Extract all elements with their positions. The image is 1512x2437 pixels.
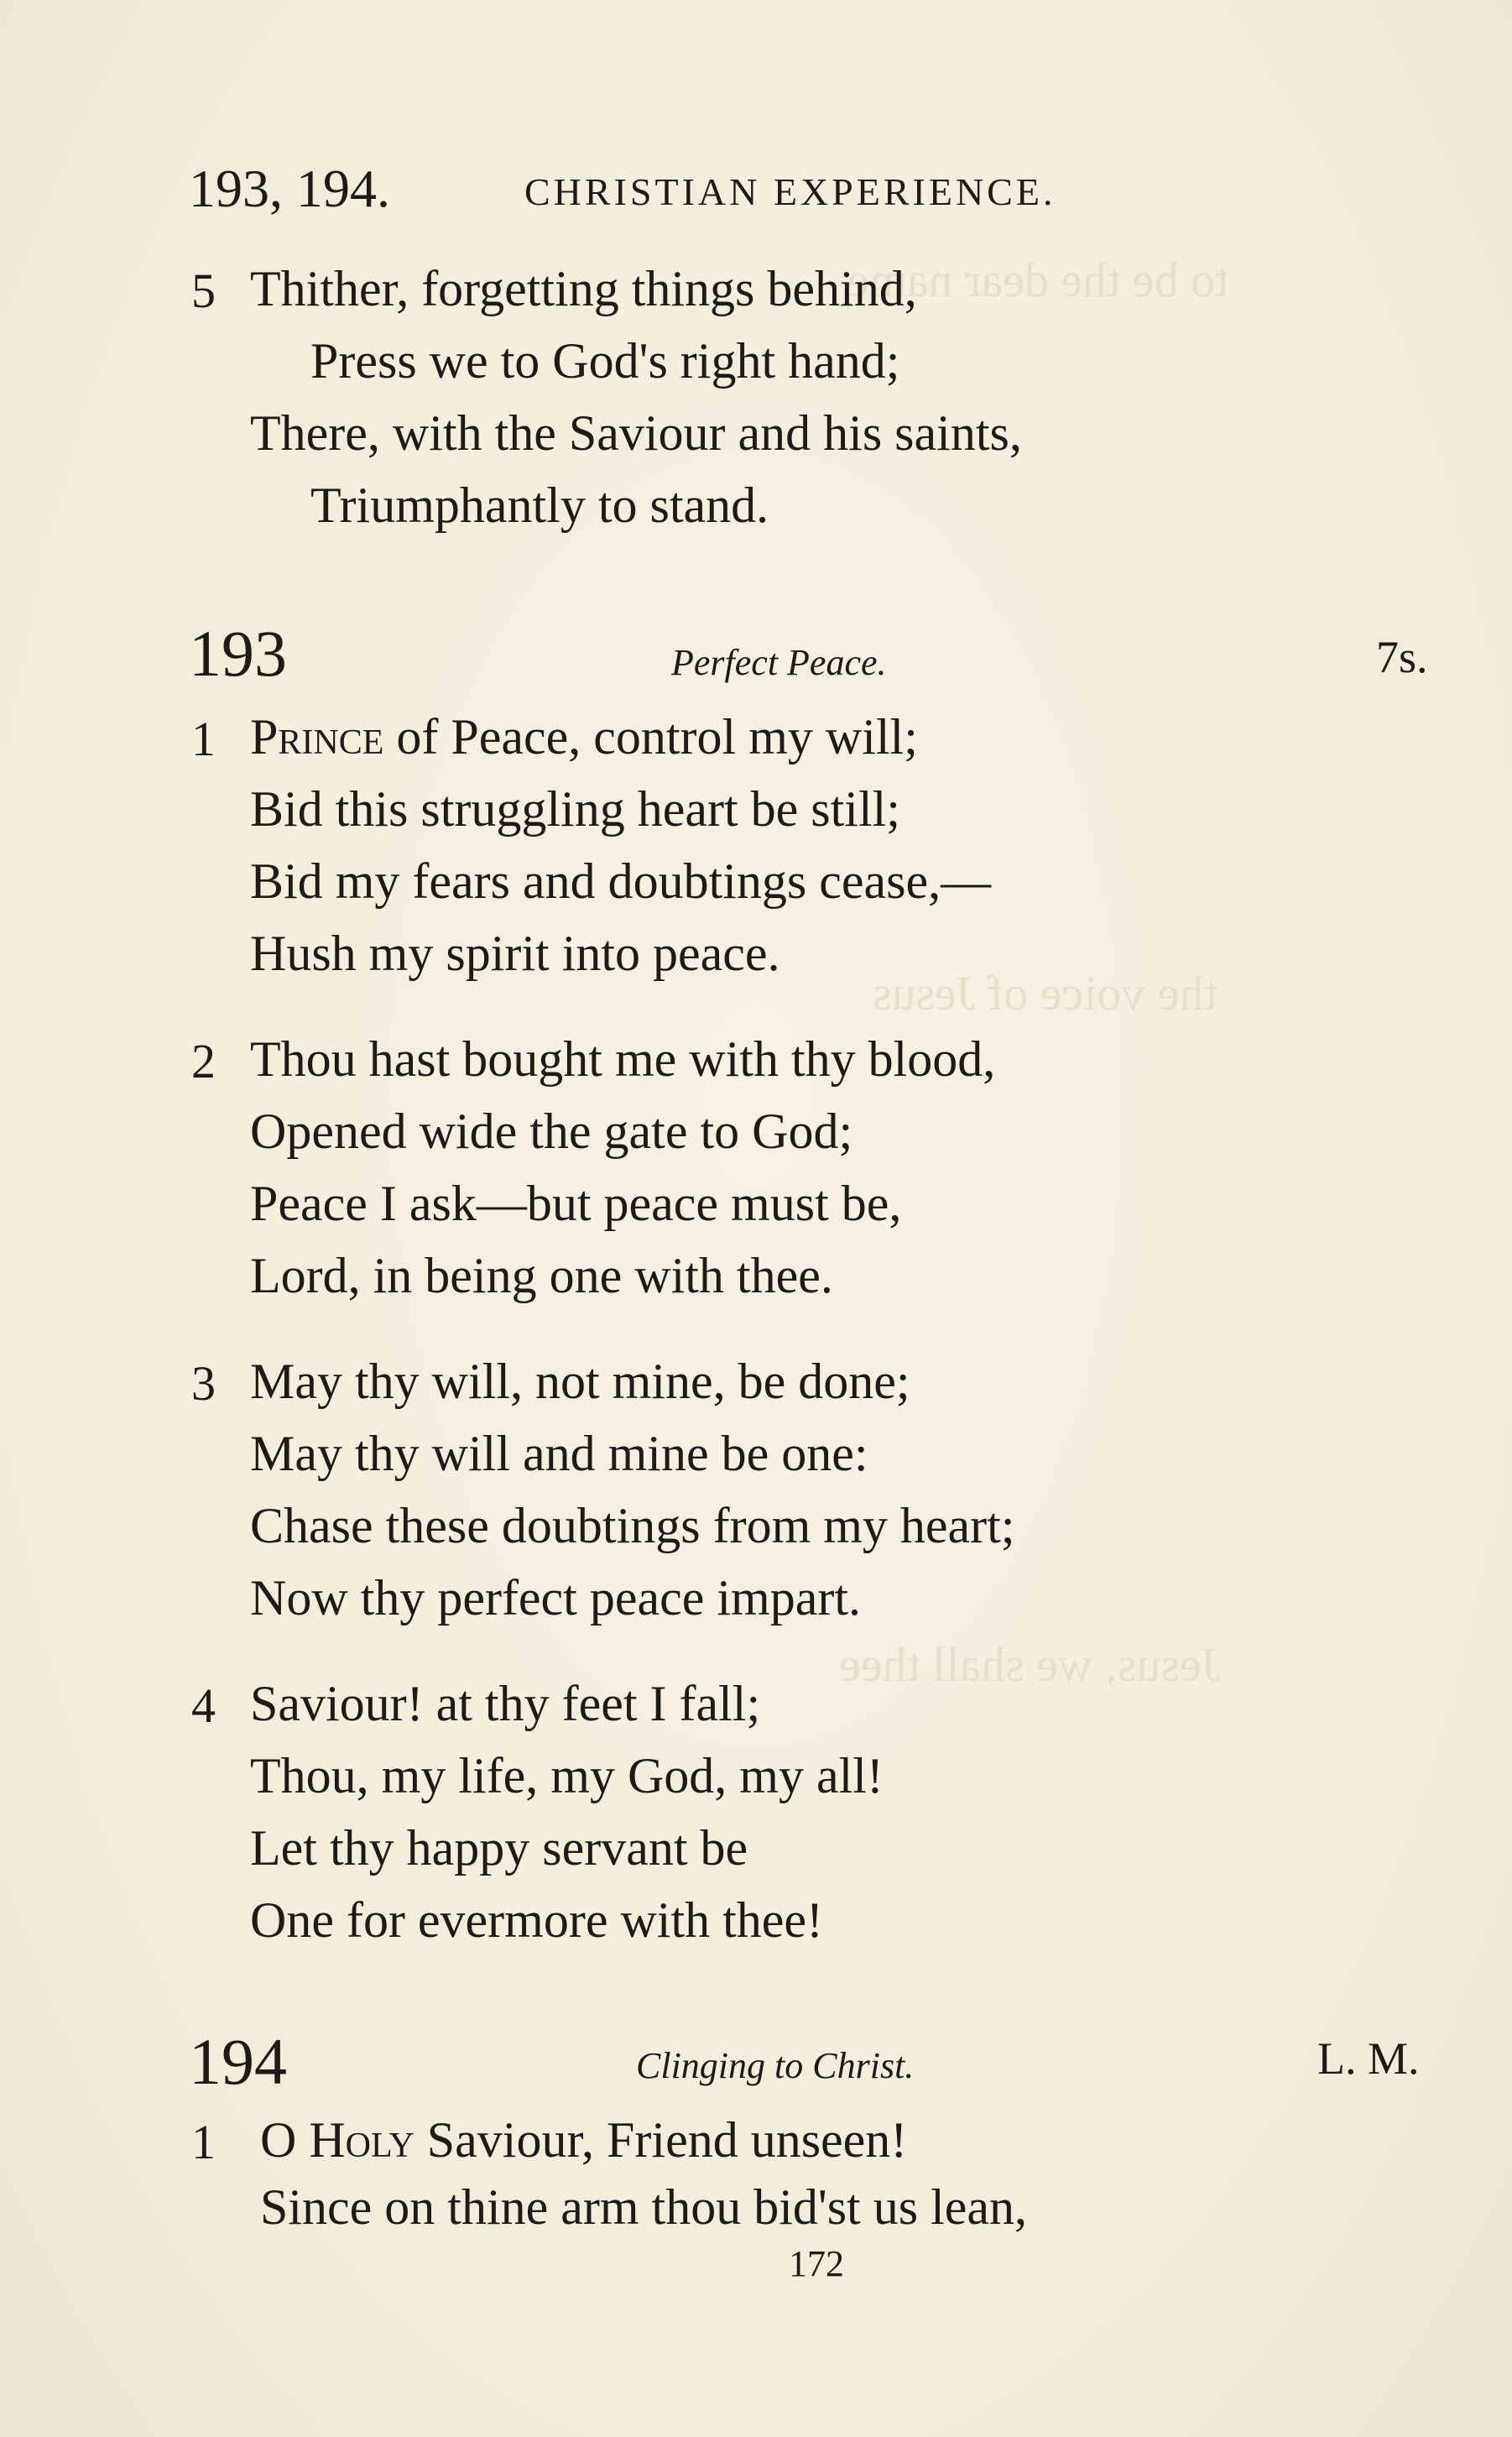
verse-first-line: [260, 2112, 908, 2168]
verse-line: Lord, in being one with thee.: [250, 1248, 833, 1303]
verse-line: Bid this struggling heart be still;: [250, 781, 900, 837]
verse-first-word: Holy: [309, 2112, 414, 2168]
verse-line: Now thy perfect peace impart.: [250, 1570, 861, 1626]
verse-line: There, with the Saviour and his saints,: [250, 405, 1022, 461]
verse-number: 1: [191, 2115, 216, 2169]
bleed-through-text: the voice of Jesus: [873, 966, 1217, 1020]
verse-line: Let thy happy servant be: [250, 1820, 748, 1876]
verse-first-line-rest: Saviour, Friend unseen!: [414, 2112, 908, 2168]
hymn-meter: 7s.: [1376, 632, 1428, 682]
verse-first-line: [250, 709, 918, 764]
hymn-title: Perfect Peace.: [671, 642, 887, 683]
verse-first-line-rest: of Peace, control my will;: [383, 709, 918, 764]
verse-number: 1: [191, 712, 216, 766]
verse-line: Chase these doubtings from my heart;: [250, 1498, 1015, 1553]
bleed-through-text: to be the dear name: [847, 253, 1229, 307]
verse-number: 2: [191, 1034, 216, 1088]
hymn-meter: L. M.: [1317, 2033, 1420, 2084]
hymn-number: 193: [189, 617, 287, 690]
verse-line: Thou, my life, my God, my all!: [250, 1748, 884, 1803]
verse-line: Opened wide the gate to God;: [250, 1104, 853, 1159]
running-header: [189, 158, 1056, 220]
verse-first-word: Prince: [250, 709, 384, 764]
header-section-title: CHRISTIAN EXPERIENCE.: [524, 170, 1056, 213]
page-number: 172: [789, 2243, 844, 2284]
verse-line: Press we to God's right hand;: [310, 333, 900, 389]
header-hymn-numbers: 193, 194.: [189, 159, 390, 218]
hymn-number: 194: [189, 2025, 287, 2098]
verse-line: May thy will, not mine, be done;: [250, 1354, 910, 1409]
verse-line: Thither, forgetting things behind,: [250, 261, 917, 316]
verse-line: Hush my spirit into peace.: [250, 926, 780, 981]
verse-line: Peace I ask—but peace must be,: [250, 1176, 902, 1231]
verse-number: 4: [191, 1678, 216, 1733]
verse-first-word-prefix: O: [260, 2112, 310, 2168]
verse-number: 3: [191, 1356, 216, 1411]
bleed-through-text: Jesus, we shall thee: [839, 1637, 1221, 1692]
verse-line: Since on thine arm thou bid'st us lean,: [260, 2179, 1028, 2235]
verse-line: Saviour! at thy feet I fall;: [250, 1676, 761, 1731]
verse-line: Triumphantly to stand.: [310, 477, 769, 533]
verse-line: Thou hast bought me with thy blood,: [250, 1031, 996, 1087]
verse-line: Bid my fears and doubtings cease,—: [250, 853, 992, 909]
verse-number: 5: [191, 264, 216, 318]
verse-line: May thy will and mine be one:: [250, 1426, 868, 1481]
hymn-title: Clinging to Christ.: [636, 2045, 915, 2086]
verse-line: One for evermore with thee!: [250, 1892, 824, 1948]
